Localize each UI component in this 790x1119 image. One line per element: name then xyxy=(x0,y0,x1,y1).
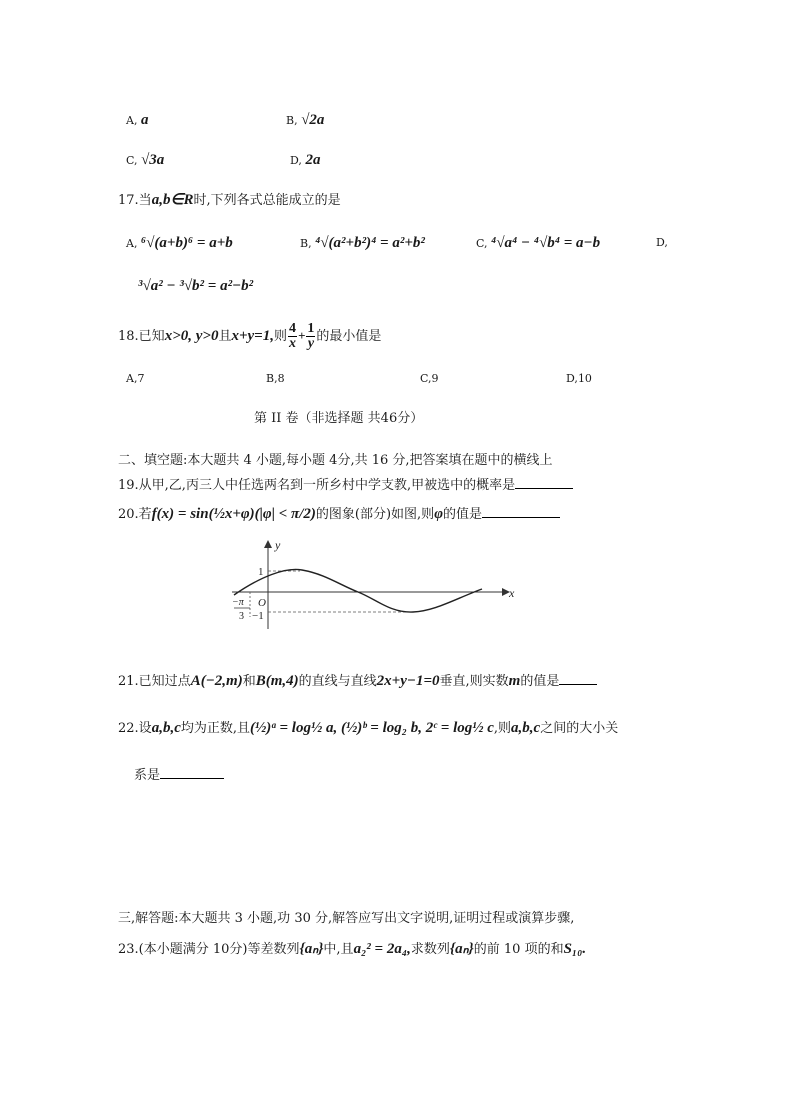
q17-stem: 17.当a,b∈R时,下列各式总能成立的是 xyxy=(118,192,341,208)
part2-title: 第 II 卷（非选择题 共46分） xyxy=(254,411,424,426)
q16-option-d: D, 2a xyxy=(290,152,321,168)
q22-stem: 22.设a,b,c均为正数,且(½)ᵃ = log½ a, (½)ᵇ = log₂ b, 2ᶜ = log½ c,则a,b,c之间的大小关 xyxy=(118,720,619,736)
sine-curve xyxy=(234,569,482,612)
q18-fraction-4-over-x: $\frac{4}{x}$ xyxy=(289,321,296,351)
y-axis-arrow-icon xyxy=(264,540,272,548)
q18-option-d: D,10 xyxy=(566,372,592,385)
q17-option-c: C, ⁴√a⁴ − ⁴√b⁴ = a−b xyxy=(476,235,601,251)
q20-answer-blank[interactable] xyxy=(482,503,560,518)
q22-line2: 系是 xyxy=(134,764,224,785)
q19: 19.从甲,乙,丙三人中任选两名到一所乡村中学支教,甲被选中的概率是 xyxy=(118,474,573,495)
q17-option-a: A, ⁶√(a+b)⁶ = a+b xyxy=(126,235,233,251)
q17-option-d-key: D, xyxy=(656,236,668,249)
x-axis-label: x xyxy=(509,586,515,600)
q17-option-d-value: ³√a² − ³√b² = a²−b² xyxy=(138,278,254,294)
x-tick-denominator: 3 xyxy=(239,611,244,622)
q18-stem: 18.已知x>0, y>0且x+y=1,则 $\frac{4}{x}$ + $\frac{1}{y}$ 的最小值是 xyxy=(118,321,382,351)
q17-option-b: B, ⁴√(a²+b²)⁴ = a²+b² xyxy=(300,235,425,251)
x-tick-numerator: −π xyxy=(232,597,244,608)
section2-heading: 二、填空题:本大题共 4 小题,每小题 4分,共 16 分,把答案填在题中的横线上 xyxy=(118,453,553,468)
q16-option-a: A, a xyxy=(126,112,149,128)
q21-stem: 21.已知过点A(−2,m)和B(m,4)的直线与直线2x+y−1=0垂直,则实数m的值是 xyxy=(118,670,597,691)
q16-option-b: B, √2a xyxy=(286,112,325,128)
q18-fraction-1-over-y: $\frac{1}{y}$ xyxy=(307,321,315,351)
origin-label: O xyxy=(258,597,266,609)
q18-option-a: A,7 xyxy=(126,372,145,385)
q22-answer-blank[interactable] xyxy=(160,764,224,779)
y-tick-top: 1 xyxy=(258,566,264,578)
q20-stem: 20.若f(x) = sin(½x+φ)(|φ| < π/2)的图象(部分)如图,则φ的值是 xyxy=(118,503,560,524)
section3-heading: 三,解答题:本大题共 3 小题,功 30 分,解答应写出文字说明,证明过程或演算步骤, xyxy=(118,911,575,926)
q16-option-c: C, √3a xyxy=(126,152,165,168)
sine-graph xyxy=(230,537,520,629)
q23-stem: 23.(本小题满分 10分)等差数列{aₙ}中,且a₂² = 2a₄,求数列{aₙ}的前 10 项的和S₁₀. xyxy=(118,941,587,957)
q21-answer-blank[interactable] xyxy=(559,670,597,685)
y-tick-bottom: −1 xyxy=(252,610,264,622)
y-axis-label: y xyxy=(275,538,281,552)
q18-option-c: C,9 xyxy=(420,372,439,385)
q18-option-b: B,8 xyxy=(266,372,285,385)
q19-answer-blank[interactable] xyxy=(515,474,573,489)
